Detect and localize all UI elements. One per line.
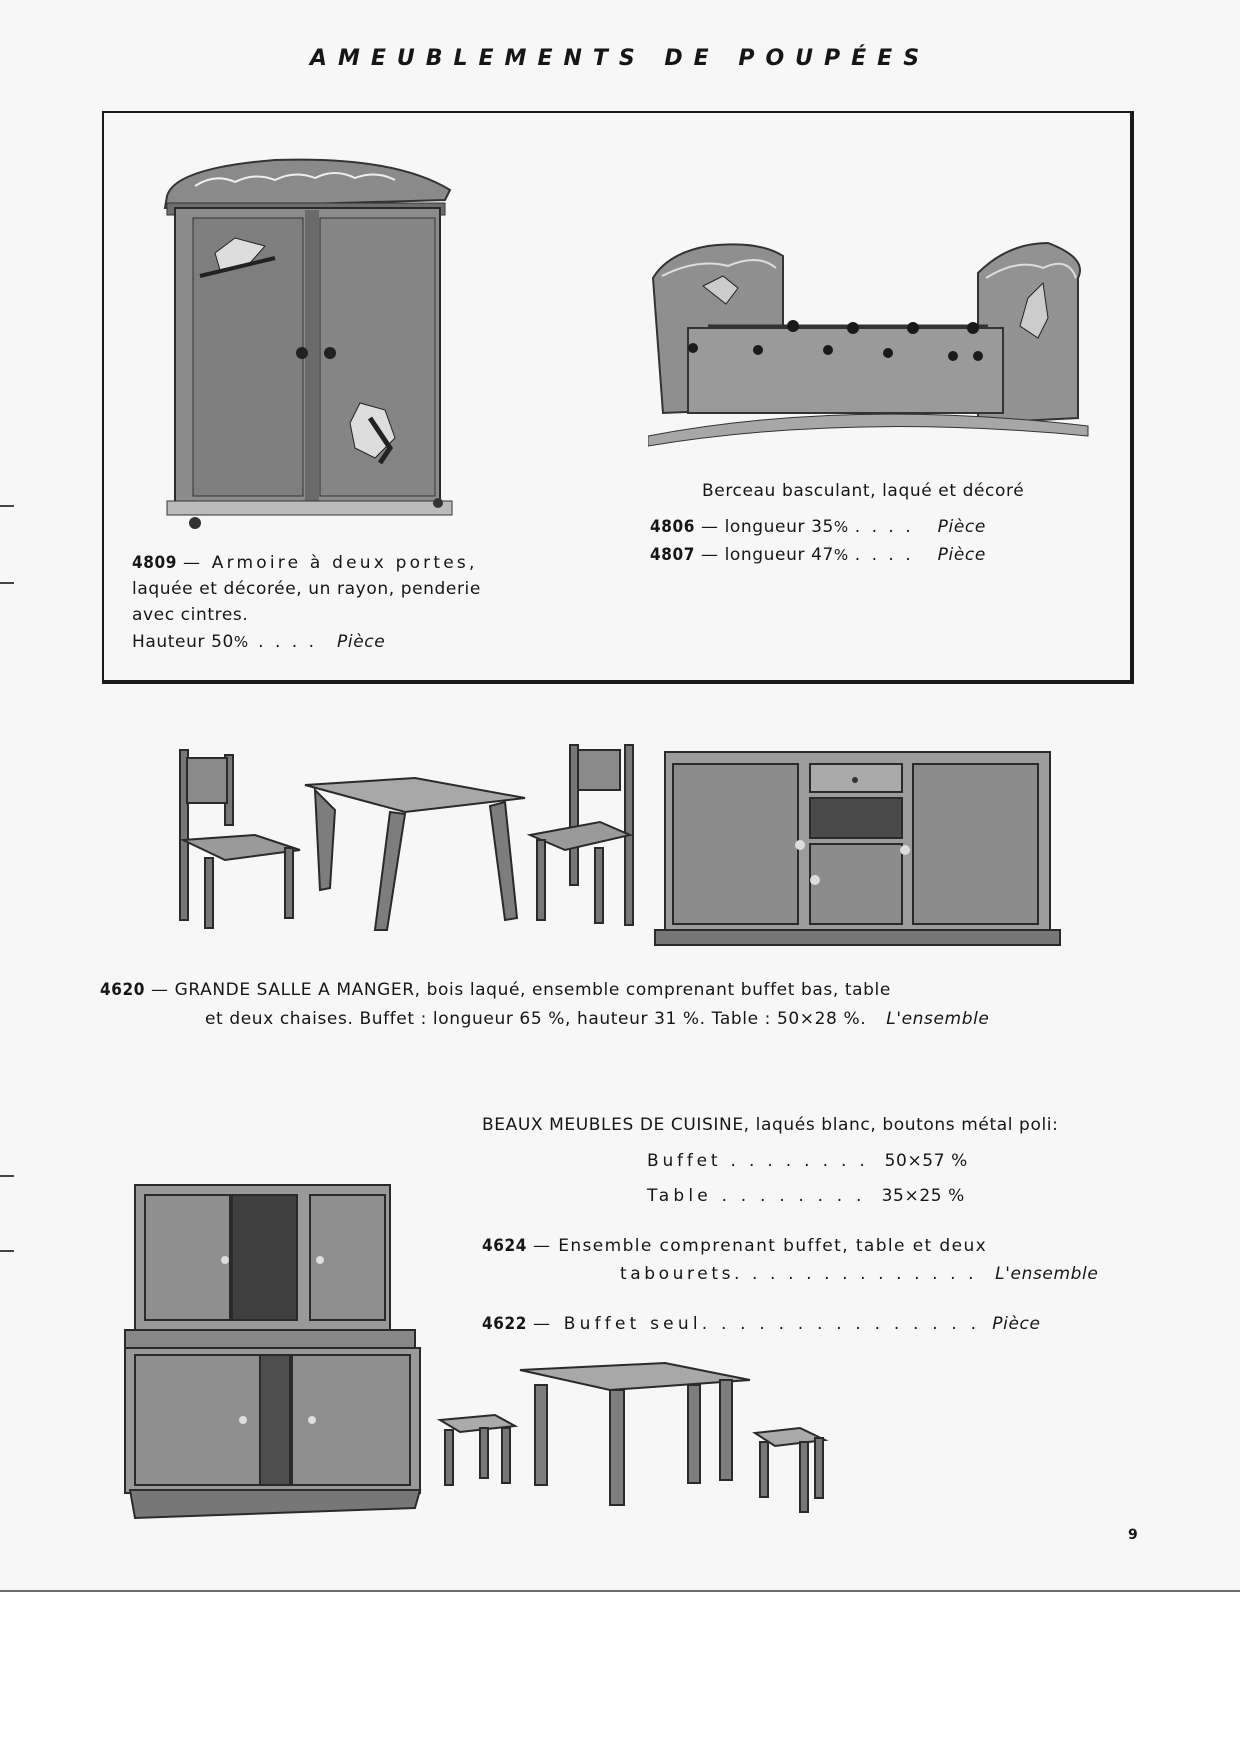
armoire-unit: % [233, 633, 249, 651]
cuisine-dim-label: Buffet . . . . . . . . [647, 1151, 869, 1171]
armoire-desc-1: — Armoire à deux portes, [182, 553, 478, 573]
berceau-item-4807 [650, 542, 986, 568]
armoire-ref: 4809 [132, 553, 177, 573]
berceau-dots: . . . . [854, 545, 914, 565]
berceau-item-4806 [650, 514, 986, 540]
berceau-unit: % [833, 546, 849, 564]
cuisine-photo [120, 1180, 850, 1525]
cuisine-price-unit: Pièce [992, 1314, 1041, 1334]
cuisine-desc-1: — Buffet seul. . . . . . . . . . . . . . . [532, 1314, 981, 1334]
page-title: AMEUBLEMENTS DE POUPÉES [309, 46, 931, 71]
binder-mark [0, 1250, 14, 1252]
salle-price-unit: L'ensemble [886, 1009, 990, 1029]
cuisine-dim-buffet [647, 1148, 968, 1174]
cuisine-ref: 4624 [482, 1236, 527, 1256]
cuisine-dim-label: Table . . . . . . . . [647, 1186, 866, 1206]
armoire-price-unit: Pièce [337, 632, 386, 652]
cuisine-desc-1: — Ensemble comprenant buffet, table et deux [532, 1236, 988, 1256]
salle-line-2 [205, 1006, 989, 1032]
armoire-height: Hauteur 50 [132, 632, 234, 652]
berceau-length: — longueur 47 [700, 545, 834, 565]
berceau-ref: 4807 [650, 545, 695, 565]
page-below-margin [0, 1590, 1240, 1757]
binder-mark [0, 505, 14, 507]
salle-ref: 4620 [100, 980, 145, 1000]
salle-desc-2: et deux chaises. Buffet : longueur 65 %, hauteur 31 %. Table : 50×28 %. [205, 1009, 867, 1029]
cuisine-dim-value: 50×57 % [884, 1151, 968, 1171]
salle-line-1 [100, 977, 891, 1003]
salle-a-manger-photo [175, 740, 1065, 955]
berceau-heading: Berceau basculant, laqué et décoré [702, 481, 1025, 501]
berceau-photo [648, 238, 1093, 458]
armoire-photo [155, 148, 460, 533]
armoire-dots: . . . . [258, 632, 317, 652]
berceau-price-unit: Pièce [937, 545, 986, 565]
salle-desc-1: — GRANDE SALLE A MANGER, bois laqué, ensemble comprenant buffet bas, table [150, 980, 891, 1000]
cuisine-heading: BEAUX MEUBLES DE CUISINE, laqués blanc, boutons métal poli: [482, 1115, 1059, 1135]
cuisine-dim-value: 35×25 % [881, 1186, 965, 1206]
berceau-ref: 4806 [650, 517, 695, 537]
berceau-dots: . . . . [854, 517, 914, 537]
page-number: 9 [1128, 1527, 1138, 1543]
cuisine-ref: 4622 [482, 1314, 527, 1334]
armoire-height-line [132, 629, 385, 655]
binder-mark [0, 582, 14, 584]
cuisine-price-unit: L'ensemble [995, 1264, 1099, 1284]
binder-mark [0, 1175, 14, 1177]
armoire-desc-2: laquée et décorée, un rayon, penderie [132, 579, 481, 599]
armoire-desc-3: avec cintres. [132, 605, 249, 625]
berceau-unit: % [833, 518, 849, 536]
berceau-length: — longueur 35 [700, 517, 834, 537]
cuisine-desc-2: tabourets. . . . . . . . . . . . . . [620, 1264, 978, 1284]
armoire-line-1 [132, 550, 478, 576]
berceau-price-unit: Pièce [937, 517, 986, 537]
